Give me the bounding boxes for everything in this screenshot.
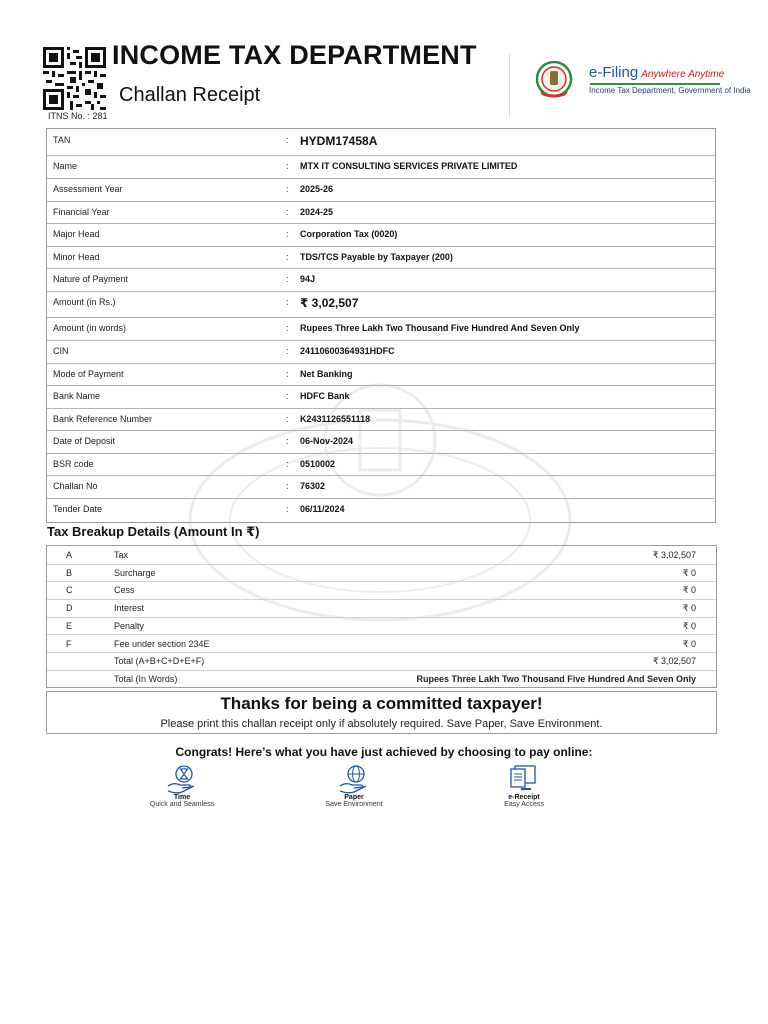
detail-label: Financial Year	[53, 207, 110, 217]
breakup-amount: ₹ 3,02,507	[652, 550, 696, 560]
breakup-description: Total (A+B+C+D+E+F)	[114, 656, 205, 667]
detail-colon: :	[286, 252, 289, 262]
thanks-title: Thanks for being a committed taxpayer!	[220, 694, 543, 713]
detail-value: 76302	[300, 481, 326, 491]
breakup-row	[47, 581, 716, 600]
breakup-row	[47, 652, 716, 671]
detail-value: HYDM17458A	[300, 134, 378, 148]
detail-value: 94J	[300, 274, 316, 284]
globe-hand-icon	[337, 764, 371, 794]
detail-label: Mode of Payment	[53, 369, 124, 379]
brand-underline	[590, 83, 720, 85]
detail-colon: :	[286, 184, 289, 194]
detail-row	[47, 364, 715, 386]
breakup-description: Total (In Words)	[114, 673, 178, 684]
detail-value: 2024-25	[300, 207, 334, 217]
header-divider	[509, 54, 510, 118]
detail-row	[47, 454, 715, 476]
detail-colon: :	[286, 274, 289, 284]
detail-label: Bank Reference Number	[53, 414, 153, 424]
detail-label: Assessment Year	[53, 184, 123, 194]
detail-label: TAN	[53, 135, 71, 145]
benefit-subtitle: Save Environment	[325, 801, 383, 808]
detail-value: Corporation Tax (0020)	[300, 229, 398, 239]
detail-label: Challan No	[53, 481, 98, 491]
thanks-note: Please print this challan receipt only if absolutely required. Save Paper, Save Environment.	[160, 718, 603, 730]
efiling-description: Income Tax Department, Government of India	[589, 86, 751, 95]
breakup-description: Tax	[114, 550, 129, 560]
detail-row	[47, 269, 715, 292]
benefit-title: Time	[173, 794, 191, 801]
breakup-row	[47, 546, 716, 565]
detail-label: Date of Deposit	[53, 436, 116, 446]
breakup-row	[47, 670, 716, 688]
challan-details-table	[46, 128, 716, 523]
breakup-letter: A	[66, 550, 73, 560]
benefit-ereceipt	[464, 764, 584, 808]
page-subtitle: Challan Receipt	[119, 84, 261, 106]
breakup-description: Interest	[114, 603, 145, 614]
benefit-time	[122, 764, 242, 808]
detail-colon: :	[286, 459, 289, 469]
detail-row	[47, 129, 715, 156]
detail-colon: :	[286, 207, 289, 217]
benefit-title: Paper	[344, 794, 364, 801]
detail-value: MTX IT CONSULTING SERVICES PRIVATE LIMITED	[300, 161, 518, 171]
breakup-amount: ₹ 0	[682, 567, 696, 578]
breakup-letter: D	[66, 603, 73, 614]
detail-row	[47, 341, 715, 364]
efiling-tagline: Anywhere Anytime	[641, 69, 725, 80]
breakup-amount: ₹ 0	[682, 603, 696, 614]
qr-code-icon	[43, 47, 106, 110]
breakup-amount: ₹ 0	[682, 638, 696, 649]
detail-value: 24110600364931HDFC	[300, 346, 395, 356]
detail-value: Net Banking	[300, 369, 353, 379]
breakup-description: Fee under section 234E	[114, 638, 210, 649]
breakup-letter: F	[66, 638, 72, 649]
breakup-description: Penalty	[114, 620, 145, 631]
detail-row	[47, 202, 715, 224]
detail-value: 0510002	[300, 459, 336, 469]
detail-colon: :	[286, 391, 289, 401]
breakup-row	[47, 564, 716, 583]
detail-value: K2431126551118	[300, 414, 371, 424]
detail-row	[47, 179, 715, 202]
itns-number: ITNS No. : 281	[48, 111, 108, 121]
detail-colon: :	[286, 297, 289, 307]
detail-value: 06-Nov-2024	[300, 436, 354, 446]
detail-value: TDS/TCS Payable by Taxpayer (200)	[300, 252, 453, 262]
detail-row	[47, 499, 715, 522]
breakup-row	[47, 617, 716, 636]
detail-row	[47, 386, 715, 409]
breakup-amount: ₹ 0	[682, 620, 696, 631]
breakup-letter: C	[66, 585, 73, 596]
benefit-title: e-Receipt	[508, 794, 540, 801]
detail-colon: :	[286, 481, 289, 491]
breakup-amount: ₹ 0	[682, 585, 696, 596]
detail-colon: :	[286, 414, 289, 424]
detail-colon: :	[286, 161, 289, 171]
breakup-amount: ₹ 3,02,507	[652, 656, 696, 667]
national-emblem-icon	[534, 58, 584, 100]
page-title: INCOME TAX DEPARTMENT	[112, 40, 477, 70]
detail-colon: :	[286, 369, 289, 379]
detail-colon: :	[286, 135, 289, 145]
benefit-subtitle: Quick and Seamless	[149, 801, 215, 808]
breakup-row	[47, 599, 716, 618]
thanks-box	[46, 691, 717, 734]
detail-label: Major Head	[53, 229, 100, 239]
detail-label: Minor Head	[53, 252, 100, 262]
detail-label: Nature of Payment	[53, 274, 129, 284]
detail-row	[47, 476, 715, 499]
detail-row	[47, 292, 715, 318]
detail-label: Amount (in words)	[53, 323, 127, 333]
breakup-letter: B	[66, 567, 73, 578]
detail-colon: :	[286, 436, 289, 446]
detail-label: Bank Name	[53, 391, 101, 401]
benefit-paper	[294, 764, 414, 808]
detail-colon: :	[286, 346, 289, 356]
detail-value: Rupees Three Lakh Two Thousand Five Hundred And Seven Only	[300, 323, 580, 333]
detail-value: 06/11/2024	[300, 504, 345, 514]
breakup-title: Tax Breakup Details (Amount In ₹)	[47, 524, 260, 539]
efiling-brand: e-Filing	[589, 64, 639, 81]
breakup-description: Cess	[114, 585, 135, 596]
breakup-row	[47, 635, 716, 654]
detail-row	[47, 156, 715, 179]
detail-value: HDFC Bank	[300, 391, 350, 401]
breakup-amount: Rupees Three Lakh Two Thousand Five Hundred And Seven Only	[416, 673, 696, 684]
benefit-subtitle: Easy Access	[504, 801, 544, 808]
detail-label: Amount (in Rs.)	[53, 297, 116, 307]
detail-row	[47, 224, 715, 247]
document-monitor-icon	[507, 764, 541, 794]
detail-value: ₹ 3,02,507	[300, 296, 359, 310]
tax-breakup-table	[46, 545, 717, 688]
detail-label: Name	[53, 161, 78, 171]
detail-label: Tender Date	[53, 504, 103, 514]
hourglass-hand-icon	[165, 764, 199, 794]
detail-label: BSR code	[53, 459, 94, 469]
detail-row	[47, 247, 715, 269]
congrats-heading: Congrats! Here’s what you have just achieved by choosing to pay online:	[175, 745, 593, 759]
detail-label: CIN	[53, 346, 69, 356]
detail-value: 2025-26	[300, 184, 334, 194]
detail-row	[47, 318, 715, 341]
breakup-letter: E	[66, 620, 73, 631]
detail-row	[47, 409, 715, 431]
detail-colon: :	[286, 504, 289, 514]
detail-row	[47, 431, 715, 454]
detail-colon: :	[286, 229, 289, 239]
detail-colon: :	[286, 323, 289, 333]
efiling-logo	[589, 64, 724, 81]
breakup-description: Surcharge	[114, 567, 156, 578]
